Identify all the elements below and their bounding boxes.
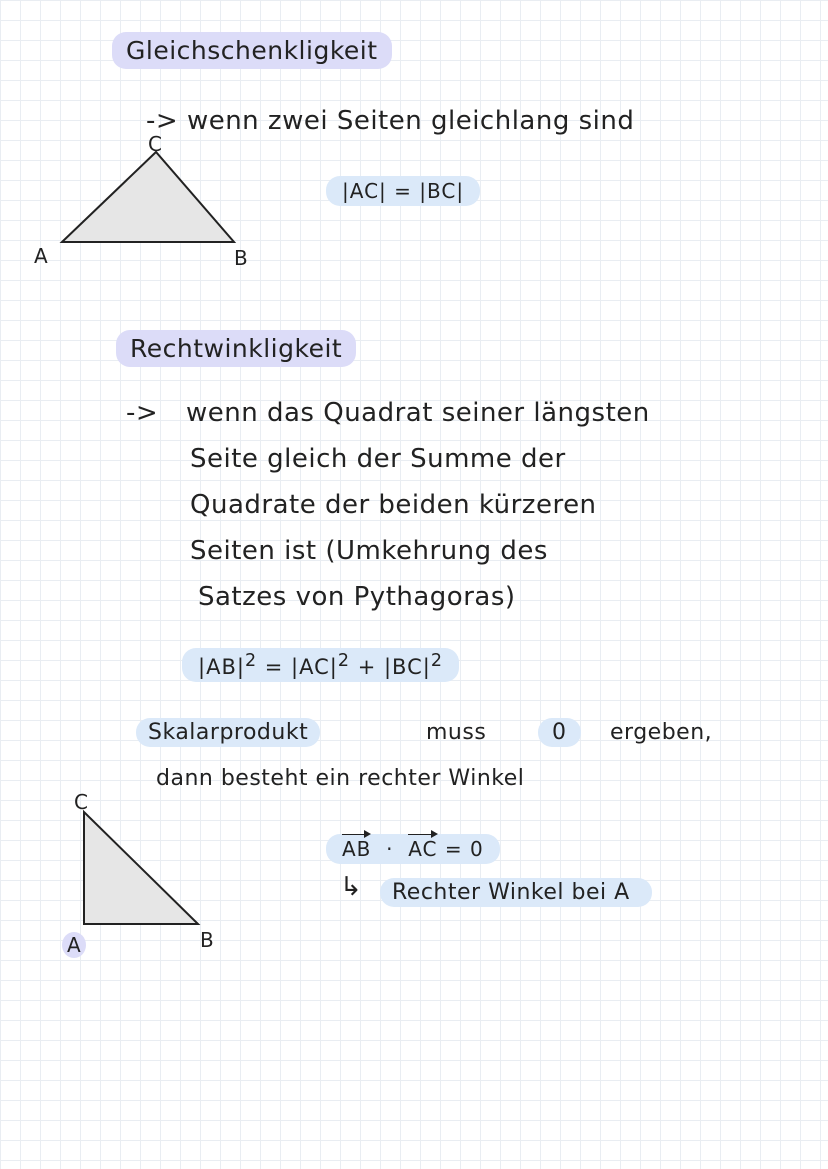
vector-result: = 0 [444, 837, 484, 861]
dot-operator: · [386, 837, 394, 861]
arrow-right-icon: -> [126, 398, 159, 428]
arrow-right-icon: -> [146, 106, 179, 136]
skalarprodukt-highlight: Skalarprodukt [136, 718, 320, 747]
isosceles-formula: |AC| = |BC| [326, 176, 480, 206]
condition-line-1: wenn das Quadrat seiner längsten [186, 398, 650, 428]
zero-highlight: 0 [538, 718, 581, 747]
vertex-label-b: B [234, 246, 248, 270]
pythagoras-exp-2: 2 [337, 651, 350, 671]
ergeben-text: ergeben, [610, 720, 713, 745]
pythagoras-exp-1: 2 [244, 651, 258, 671]
scalar-line-2: dann besteht ein rechter Winkel [156, 766, 525, 791]
vertex-label-a: A [34, 244, 48, 268]
condition-line-4: Seiten ist (Umkehrung des [190, 536, 548, 566]
vertex-label-a: A [62, 932, 86, 958]
right-triangle-shape [84, 812, 198, 924]
heading-gleichschenkligkeit: Gleichschenkligkeit [112, 32, 392, 69]
pythagoras-exp-3: 2 [430, 651, 443, 671]
condition-text: wenn zwei Seiten gleichlang sind [186, 106, 635, 136]
condition-line-3: Quadrate der beiden kürzeren [190, 490, 597, 520]
vertex-label-c: C [148, 132, 162, 156]
muss-text: muss [426, 720, 487, 745]
heading-rechtwinkligkeit: Rechtwinkligkeit [116, 330, 356, 367]
return-arrow-icon: ↳ [340, 872, 363, 902]
pythagoras-plus: + |BC| [357, 655, 431, 679]
result-highlight: Rechter Winkel bei A [380, 878, 652, 907]
vector-ac: AC [408, 837, 438, 861]
vertex-label-c: C [74, 790, 88, 814]
condition-line-2: Seite gleich der Summe der [190, 444, 566, 474]
pythagoras-eq: = |AC| [264, 655, 338, 679]
pythagoras-lhs: |AB| [198, 655, 245, 679]
vector-ab: AB [342, 837, 372, 861]
vertex-label-b: B [200, 928, 214, 952]
condition-line-5: Satzes von Pythagoras) [198, 582, 516, 612]
